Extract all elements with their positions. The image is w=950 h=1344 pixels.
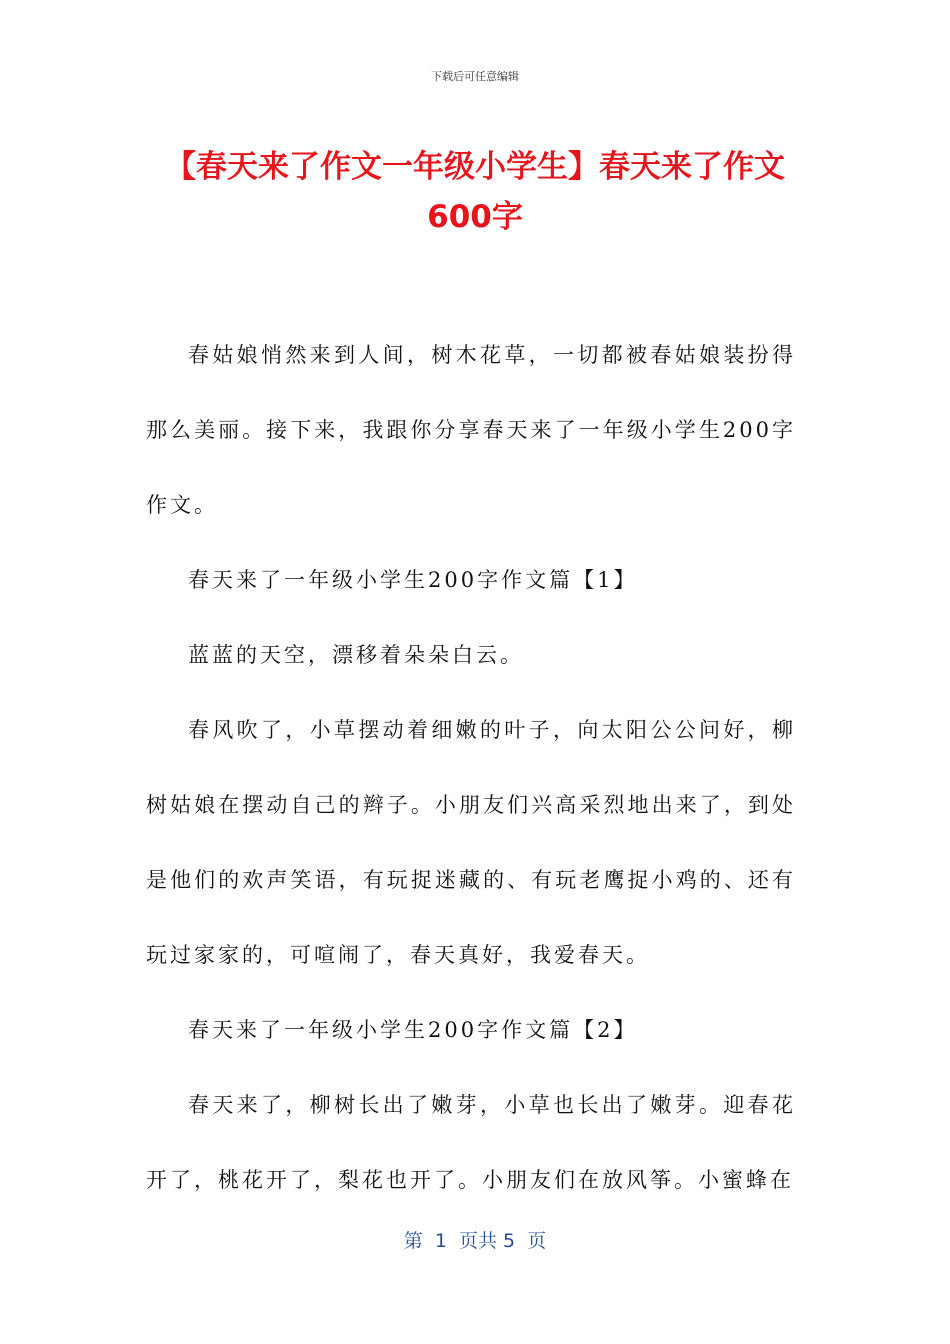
paragraph: 蓝蓝的天空，漂移着朵朵白云。 <box>188 643 524 667</box>
document-title: 【春天来了作文一年级小学生】春天来了作文600字 <box>165 149 785 235</box>
page-number-footer: 第 1 页共 5 页 <box>403 1230 547 1252</box>
paragraph: 春天来了，柳树长出了嫩芽，小草也长出了嫩芽。迎春花开了，桃花开了，梨花也开了。小朋友们在放风筝。小蜜蜂在 <box>146 1093 796 1192</box>
paragraph: 春风吹了，小草摆动着细嫩的叶子，向太阳公公问好，柳树姑娘在摆动自己的辫子。小朋友们兴高采烈地出来了，到处是他们的欢声笑语，有玩捉迷藏的、有玩老鹰捉小鸡的、还有玩过家家的，可喧闹了，春天真好，我爱春天。 <box>146 718 796 967</box>
section-heading-1: 春天来了一年级小学生200字作文篇【1】 <box>188 568 638 592</box>
document-body <box>146 318 796 1218</box>
download-note: 下载后可任意编辑 <box>431 70 519 83</box>
section-heading-2: 春天来了一年级小学生200字作文篇【2】 <box>188 1018 638 1042</box>
paragraph-intro: 春姑娘悄然来到人间，树木花草，一切都被春姑娘装扮得那么美丽。接下来，我跟你分享春天来了一年级小学生200字作文。 <box>146 343 796 517</box>
